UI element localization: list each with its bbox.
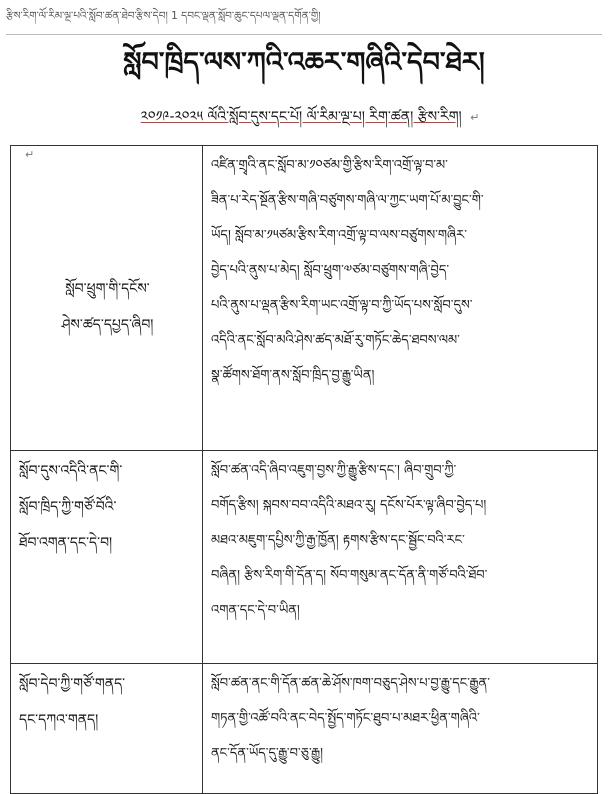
row-label <box>11 664 202 793</box>
row-label-line: སློབ་དེབ་ཀྱི་གཙོ་གནད་ <box>19 676 126 692</box>
row-content <box>203 664 597 793</box>
row-content-line: སྣ་ཚོགས་ཐོག་ནས་སློབ་ཁྲིད་བྱ་རྒྱུ་ཡིན། <box>211 368 375 383</box>
row-content-line: འདིའི་ནང་སློབ་མའི་ཤེས་ཚད་མཐོ་རུ་གཏོང་ཆེད་ཐབས་ལམ་ <box>211 333 460 348</box>
row-content <box>203 451 597 663</box>
row-content-line: མཐའ་མཇུག་དཔྱིས་ཀྱི་རྒྱ་ཁྱོན། རྟགས་རྩིས་དང་སྦྱོང་བའི་རང་ <box>211 533 465 548</box>
row-content-line: སློབ་ཚན་འདི་ཞིབ་འཇུག་བྱས་ཀྱི་རྒྱུ་རྩིས་དང་། ཞིབ་གྲུབ་ཀྱི་ <box>211 463 457 478</box>
row-label-cell <box>11 146 203 451</box>
document-title <box>0 40 608 86</box>
row-label-line: སློབ་དུས་འདིའི་ནང་གི་ <box>19 463 123 479</box>
document-subtitle <box>50 104 570 131</box>
row-label-line: ཐོབ་འགན་དང་དེ་བ། <box>19 535 113 551</box>
row-content-line: འཛིན་གྲྭའི་ནང་སློབ་མ་༡༠ཙམ་གྱི་རྩིས་རིག་འགྲོ་ལྟ་བ་མ་ <box>211 158 448 173</box>
row-content-line: སློབ་ཚན་ནང་གི་དོན་ཚན་ཆེ་ཤོས་ཁག་བཅུད་ཤེས་པ་བྱ་རྒྱུ་དང་རྒྱུན་ <box>211 676 490 691</box>
title-text: སློབ་ཁྲིད་ལས་ཀའི་འཆར་གཞིའི་དེབ་ཐེར། <box>123 47 485 78</box>
table-row <box>11 664 598 794</box>
row-label <box>11 164 202 450</box>
subtitle-text: ༢༠༡༩-༢༠༢༥ ལོའི་སློབ་དུས་དང་པོ། ལོ་རིམ་ལྔ་པ། རིག་ཚན། རྩིས་རིག། <box>140 109 462 125</box>
row-content-line: ཟིན་པ་རེད་སྔོན་རྩིས་གཞི་བཙུགས་གཞི་ལ་ཀྱང་ཡག་པོ་མ་བྱུང་གི་ <box>211 193 484 208</box>
row-content-line: ཡོད། སློབ་མ་༡༥ཙམ་རྩིས་རིག་འགྲོ་ལྟ་བ་ལས་བཙུགས་གཞིར་ <box>211 228 467 243</box>
row-content <box>203 146 597 432</box>
row-content-line: བགོད་རྩིས། སྐབས་བབ་འདིའི་མཐའ་རུ། དངོས་པོར་ལྟ་ཞིབ་བྱེད་པ། <box>211 498 487 513</box>
row-label-line: སློབ་ཕྲུག་གི་དངོས་ <box>65 281 150 297</box>
row-content-cell <box>203 146 598 451</box>
row-content-line: འགན་དང་དེ་བ་ཡིན། <box>211 603 300 618</box>
row-label-line: ཤེས་ཚད་དཔྱད་ཞིབ། <box>61 317 154 333</box>
row-content-line: ནང་དོན་ཡོད་དུ་རྒྱུ་བ་ཅུ་རྒྱུ། <box>211 746 324 761</box>
header-text: རྩིས་རིག་ལོ་རིམ་ལྔ་པའི་སློབ་ཚན་ཐེབ་རྩིས་དེབ། 1 དབང་ལྡན་སློབ་ཆུང་དཔལ་ལྡན་དགོན་གྱི། <box>6 10 321 22</box>
row-label-line: དང་དཀའ་གནད། <box>19 712 99 728</box>
paragraph-mark: ↵ <box>25 148 35 161</box>
plan-table <box>10 145 598 794</box>
row-content-cell <box>203 664 598 794</box>
row-label <box>11 451 202 663</box>
row-label-cell <box>11 664 203 794</box>
row-label-cell <box>11 451 203 664</box>
row-label-line: སློབ་ཁྲིད་ཀྱི་གཙོ་བོའི་ <box>19 499 117 515</box>
row-content-line: བཞིན། རྩིས་རིག་གི་དོན་ད། སོབ་གསུམ་ནང་དོན་ནི་གཙོ་བའི་ཐོབ་ <box>211 568 488 583</box>
paragraph-mark: ↵ <box>470 111 480 124</box>
page-header <box>6 4 602 35</box>
row-content-cell <box>203 451 598 664</box>
row-content-line: གཏན་གྱི་འཚོ་བའི་ནང་བེད་སྤྱོད་གཏོང་ཐུབ་པ་མཐར་ཕྱིན་གཞིའི་ <box>211 711 480 726</box>
table-row <box>11 451 598 664</box>
table-row <box>11 146 598 451</box>
row-content-line: བྱེད་པའི་ནུས་པ་མེད། སློབ་ཕྲུག་༧ཙམ་བཙུགས་གཞི་བྱེད་ <box>211 263 450 278</box>
row-content-line: པའི་ནུས་པ་ལྡན་རྩིས་རིག་ཡང་འགྲོ་ལྟ་བ་ཀྱི་ཡོད་པས་སློབ་དུས་ <box>211 298 473 313</box>
